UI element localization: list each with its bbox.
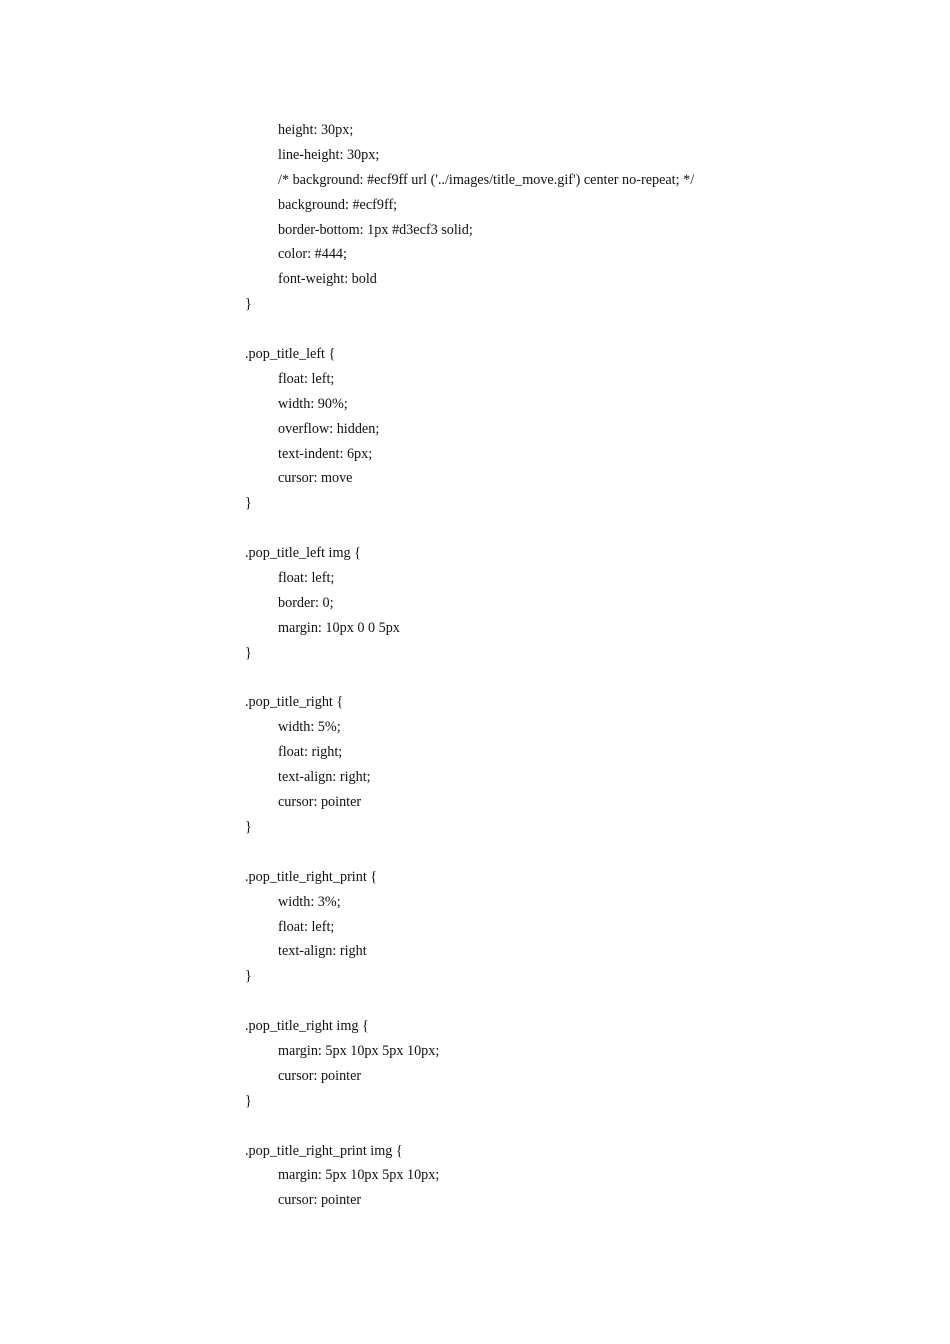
closing-brace: } (245, 968, 252, 985)
css-declaration: cursor: pointer (278, 1192, 362, 1209)
css-declaration: margin: 10px 0 0 5px (278, 619, 400, 636)
closing-brace: } (245, 495, 252, 512)
css-declaration: width: 5%; (278, 719, 341, 736)
css-declaration: text-align: right; (278, 769, 371, 786)
blank-line (245, 666, 895, 691)
css-declaration: margin: 5px 10px 5px 10px; (278, 1167, 440, 1184)
css-declaration: border: 0; (278, 594, 334, 611)
css-declaration: margin: 5px 10px 5px 10px; (278, 1042, 440, 1059)
css-declaration: width: 90%; (278, 395, 348, 412)
css-declaration: border-bottom: 1px #d3ecf3 solid; (278, 221, 473, 238)
code-document (245, 118, 895, 1213)
css-selector: .pop_title_right_print img { (245, 1142, 403, 1159)
css-declaration: cursor: move (278, 470, 353, 487)
css-declaration: color: #444; (278, 246, 347, 263)
closing-brace: } (245, 818, 252, 835)
closing-brace: } (245, 644, 252, 661)
blank-line (245, 840, 895, 865)
css-selector: .pop_title_left { (245, 346, 336, 363)
css-selector: .pop_title_right img { (245, 1018, 369, 1035)
css-declaration: text-align: right (278, 943, 367, 960)
blank-line (245, 317, 895, 342)
css-declaration: height: 30px; (278, 122, 354, 138)
css-declaration: font-weight: bold (278, 271, 377, 288)
css-declaration: text-indent: 6px; (278, 445, 373, 462)
css-declaration: cursor: pointer (278, 794, 362, 811)
css-comment: /* background: #ecf9ff url ('../images/title_move.gif') center no-repeat; */ (278, 171, 695, 188)
closing-brace: } (245, 296, 252, 313)
blank-line (245, 989, 895, 1014)
css-declaration: float: right; (278, 744, 343, 761)
css-selector: .pop_title_left img { (245, 545, 361, 562)
css-declaration: line-height: 30px; (278, 146, 380, 163)
css-declaration: width: 3%; (278, 893, 341, 910)
css-declaration: float: left; (278, 570, 335, 587)
blank-line (245, 516, 895, 541)
css-declaration: overflow: hidden; (278, 420, 380, 437)
css-declaration: cursor: pointer (278, 1067, 362, 1084)
blank-line (245, 1114, 895, 1139)
closing-brace: } (245, 1092, 252, 1109)
css-declaration: background: #ecf9ff; (278, 196, 398, 213)
css-selector: .pop_title_right { (245, 694, 344, 711)
css-declaration: float: left; (278, 370, 335, 387)
css-selector: .pop_title_right_print { (245, 868, 378, 885)
css-declaration: float: left; (278, 918, 335, 935)
